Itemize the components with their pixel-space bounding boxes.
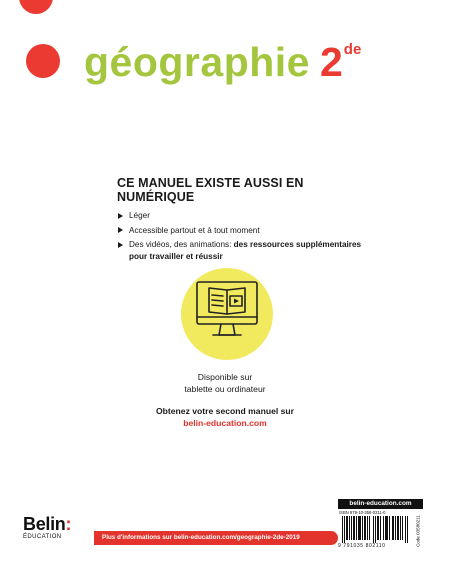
title-word: géographie bbox=[84, 39, 310, 85]
publisher-logo: Belin: ÉDUCATION bbox=[23, 514, 72, 540]
play-icon bbox=[234, 299, 239, 304]
title-superscript: de bbox=[343, 41, 362, 58]
availability-text: Disponible sur tablette ou ordinateur bbox=[184, 372, 266, 394]
decorative-red-dot bbox=[19, 0, 53, 14]
title-number: 2 bbox=[319, 39, 343, 85]
decorative-red-dot bbox=[26, 44, 60, 78]
digital-edition-section bbox=[117, 176, 377, 265]
list-item: Léger bbox=[117, 210, 377, 222]
obtain-text: Obtenez votre second manuel sur belin-education.com bbox=[100, 405, 350, 429]
website-link[interactable]: belin-education.com bbox=[183, 418, 267, 428]
barcode-site: belin-education.com bbox=[338, 499, 423, 509]
page-title bbox=[84, 38, 361, 96]
screen-book-icon bbox=[181, 268, 273, 360]
isbn-text: ISBN 979-10-358-0211-0 bbox=[339, 510, 386, 515]
feature-list bbox=[117, 210, 377, 262]
digital-icon-circle bbox=[181, 268, 273, 360]
info-banner[interactable]: Plus d'informations sur belin-education.com/geographie-2de-2019 bbox=[94, 531, 338, 545]
product-code: Code 03580211 bbox=[415, 515, 421, 547]
list-item: Des vidéos, des animations: des ressources supplémentaires pour travailler et réussir bbox=[117, 239, 377, 262]
barcode-digits: 9 791035 802110 bbox=[338, 543, 386, 549]
digital-heading: CE MANUEL EXISTE AUSSI EN NUMÉRIQUE bbox=[117, 176, 304, 204]
barcode-block bbox=[338, 499, 423, 551]
list-item: Accessible partout et à tout moment bbox=[117, 225, 377, 237]
barcode-bars bbox=[339, 516, 411, 543]
